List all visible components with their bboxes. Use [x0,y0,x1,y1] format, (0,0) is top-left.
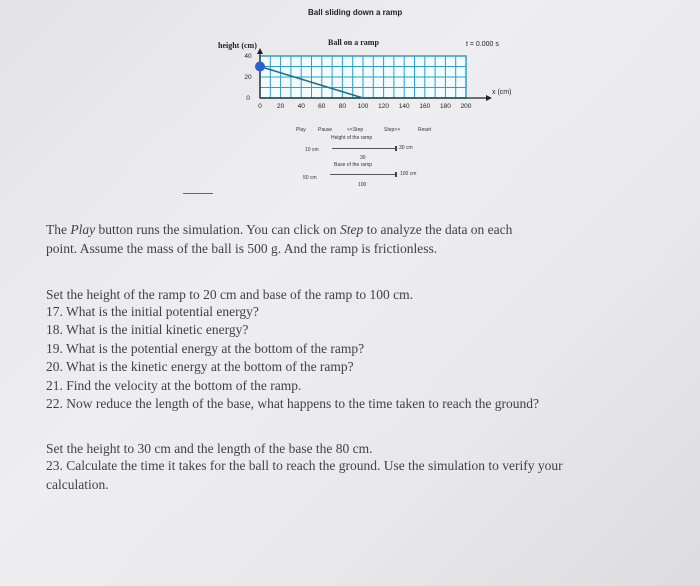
question-23: 23. Calculate the time it takes for the ball to reach the ground. Use the simulation to verify your [46,458,563,473]
base-slider[interactable] [330,174,396,175]
simulation-title: Ball sliding down a ramp [308,8,403,17]
intro-line-2: point. Assume the mass of the ball is 500 g. And the ramp is frictionless. [46,241,438,256]
x-tick-label: 100 [357,103,369,110]
instruction-2: Set the height to 30 cm and the length of the base the 80 cm. [46,441,373,456]
base-slider-max: 100 cm [400,171,417,177]
intro-line-1: The Play button runs the simulation. You can click on Step to analyze the data on each [46,222,513,237]
chart-title: Ball on a ramp [328,38,379,47]
height-slider-value: 30 [360,155,366,161]
question-20: 20. What is the kinetic energy at the bottom of the ramp? [46,359,354,374]
question-17: 17. What is the initial potential energy? [46,304,259,319]
x-tick-label: 140 [398,103,410,110]
question-18: 18. What is the initial kinetic energy? [46,322,249,337]
y-axis-label: height (cm) [218,41,257,50]
y-axis-arrow [257,48,263,54]
x-tick-label: 0 [258,103,262,110]
base-slider-min: 50 cm [303,175,317,181]
divider [183,193,213,194]
height-slider-max: 30 cm [399,145,413,151]
height-slider-handle[interactable] [395,146,397,151]
x-tick-label: 160 [419,103,431,110]
step-forward-button[interactable]: Step>> [384,127,401,133]
play-button[interactable]: Play [296,127,306,133]
question-23-continued: calculation. [46,477,109,492]
step-back-button[interactable]: <<Step [347,127,364,133]
x-tick-label: 120 [378,103,390,110]
base-slider-handle[interactable] [395,172,397,177]
height-slider-min: 10 cm [305,147,319,153]
ramp-plot [230,48,530,120]
height-slider[interactable] [332,148,396,149]
y-tick-label: 40 [244,53,252,60]
x-tick-label: 60 [318,103,326,110]
base-slider-value: 100 [358,182,367,188]
pause-button[interactable]: Pause [318,127,333,133]
base-slider-label: Base of the ramp [334,162,373,168]
x-tick-label: 180 [439,103,451,110]
x-axis-label: x (cm) [492,89,512,96]
time-readout: t = 0.000 s [466,41,499,48]
x-tick-label: 200 [460,103,472,110]
x-tick-label: 20 [276,103,285,110]
y-tick-label: 0 [246,95,250,102]
x-tick-label: 80 [338,103,347,110]
height-slider-label: Height of the ramp [331,135,373,141]
question-22: 22. Now reduce the length of the base, what happens to the time taken to reach the ground? [46,396,539,411]
x-tick-label: 40 [297,103,305,110]
question-21: 21. Find the velocity at the bottom of the ramp. [46,378,302,393]
y-tick-label: 20 [244,74,252,81]
instruction-1: Set the height of the ramp to 20 cm and base of the ramp to 100 cm. [46,287,414,302]
ball [255,62,265,72]
reset-button[interactable]: Reset [418,127,432,133]
question-19: 19. What is the potential energy at the bottom of the ramp? [46,341,365,356]
